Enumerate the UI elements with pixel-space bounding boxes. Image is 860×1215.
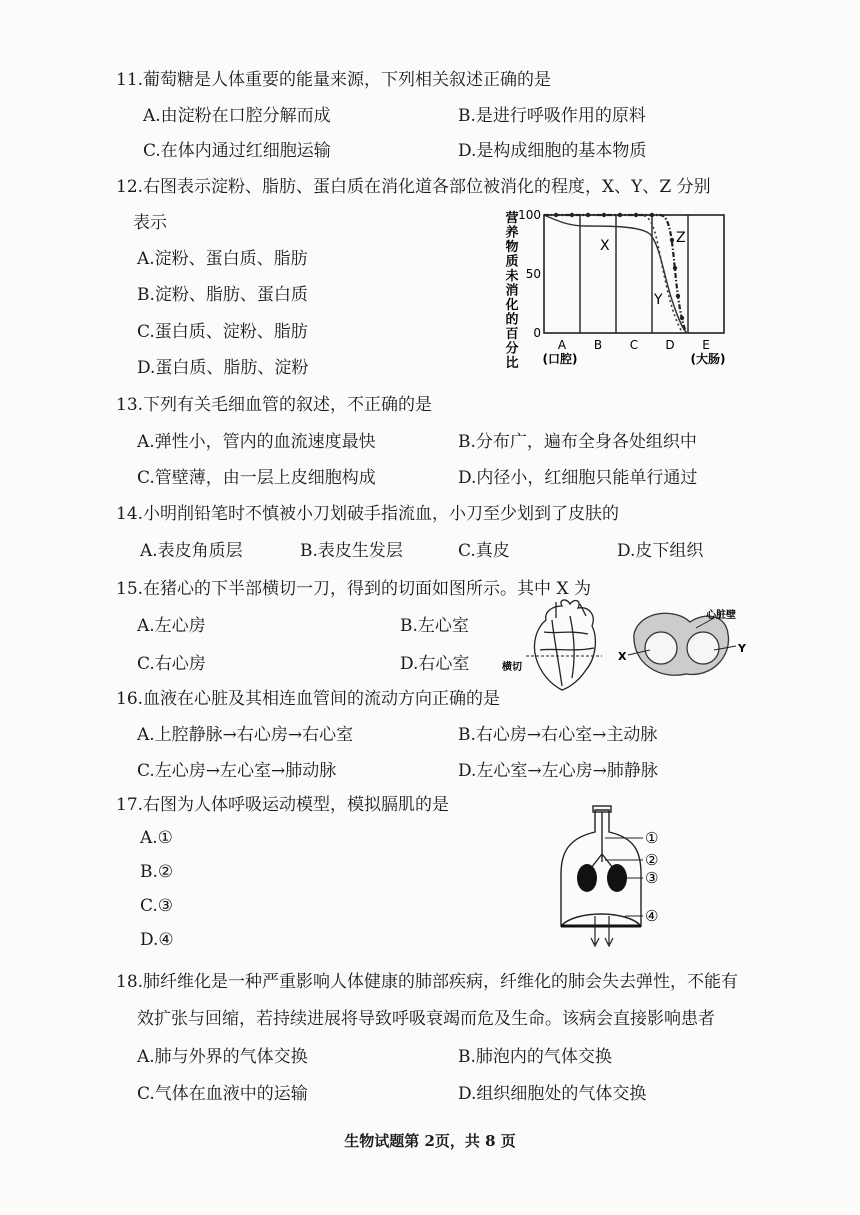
q11-option-d: D.是构成细胞的基本物质 — [458, 141, 647, 161]
x-sub-e: (大肠) — [690, 352, 726, 366]
left-lung-balloon — [577, 864, 597, 892]
q15-option-d: D.右心室 — [400, 654, 470, 674]
q12-option-a: A.淀粉、蛋白质、脂肪 — [137, 249, 308, 269]
q16-stem: 16.血液在心脏及其相连血管间的流动方向正确的是 — [116, 689, 501, 709]
bell-jar — [561, 810, 641, 926]
q15-option-c: C.右心房 — [137, 654, 206, 674]
x-tick-d: D — [665, 338, 675, 352]
q12-option-c: C.蛋白质、淀粉、脂肪 — [137, 322, 308, 342]
curve-y — [544, 215, 682, 332]
digestion-chart-ylabel — [504, 210, 518, 371]
q14-option-a: A.表皮角质层 — [140, 541, 243, 561]
q17-option-a: A.① — [140, 828, 173, 848]
digestion-chart-ylabel-text: 营养物质未消化的百分比 — [505, 211, 519, 371]
q14-option-b: B.表皮生发层 — [300, 541, 403, 561]
q17-option-d: D.④ — [140, 930, 174, 950]
q15-stem: 15.在猪心的下半部横切一刀，得到的切面如图所示。其中 X 为 — [116, 579, 591, 599]
y-label: Y — [738, 642, 746, 655]
x-sub-a: (口腔) — [542, 352, 578, 366]
chamber-x — [645, 632, 677, 664]
heart-figure — [500, 598, 750, 694]
q16-option-a: A.上腔静脉→右心房→右心室 — [137, 725, 354, 745]
q13-option-a: A.弹性小，管内的血流速度最快 — [137, 432, 376, 452]
breathing-model — [545, 804, 675, 954]
q12-option-d: D.蛋白质、脂肪、淀粉 — [137, 358, 309, 378]
label-y: Y — [654, 292, 663, 308]
chamber-y — [687, 632, 719, 664]
q16-option-d: D.左心室→左心房→肺静脉 — [458, 761, 658, 781]
page-footer: 生物试题第 2页，共 8 页 — [344, 1132, 516, 1150]
x-tick-a: A — [557, 338, 567, 352]
q13-option-c: C.管壁薄，由一层上皮细胞构成 — [137, 468, 376, 488]
y-tick-50: 50 — [525, 267, 541, 281]
q12-stem-line2: 表示 — [133, 213, 167, 233]
label-x: X — [600, 238, 610, 254]
y-tick-100: 100 — [518, 208, 541, 222]
q17-stem: 17.右图为人体呼吸运动模型，模拟膈肌的是 — [116, 795, 450, 815]
q15-option-a: A.左心房 — [137, 616, 206, 636]
cut-label: 横切 — [502, 662, 522, 673]
q18-stem-line2: 效扩张与回缩，若持续进展将导致呼吸衰竭而危及生命。该病会直接影响患者 — [137, 1009, 715, 1029]
pull-arrows — [591, 916, 613, 946]
q12-stem-line1: 12.右图表示淀粉、脂肪、蛋白质在消化道各部位被消化的程度，X、Y、Z 分别 — [116, 177, 711, 197]
q18-stem-line1: 18.肺纤维化是一种严重影响人体健康的肺部疾病，纤维化的肺会失去弹性，不能有 — [116, 972, 739, 992]
q18-option-b: B.肺泡内的气体交换 — [458, 1047, 612, 1067]
q15-option-b: B.左心室 — [400, 616, 469, 636]
q14-option-d: D.皮下组织 — [617, 541, 704, 561]
q14-option-c: C.真皮 — [458, 541, 510, 561]
q17-option-b: B.② — [140, 862, 174, 882]
q11-option-b: B.是进行呼吸作用的原料 — [458, 106, 646, 126]
q17-option-c: C.③ — [140, 896, 174, 916]
label-z: Z — [676, 230, 686, 246]
y-tick-0: 0 — [533, 326, 541, 340]
wall-label: 心脏壁 — [706, 610, 736, 621]
q18-option-c: C.气体在血液中的运输 — [137, 1084, 308, 1104]
q11-option-a: A.由淀粉在口腔分解而成 — [143, 106, 331, 126]
curve-z-markers — [554, 213, 684, 320]
q18-option-d: D.组织细胞处的气体交换 — [458, 1084, 647, 1104]
curve-x — [544, 215, 686, 332]
q13-stem: 13.下列有关毛细血管的叙述，不正确的是 — [116, 395, 433, 415]
q11-option-c: C.在体内通过红细胞运输 — [143, 141, 331, 161]
q18-option-a: A.肺与外界的气体交换 — [137, 1047, 308, 1067]
q16-option-b: B.右心房→右心室→主动脉 — [458, 725, 658, 745]
digestion-chart — [500, 200, 740, 372]
heart-drawing — [534, 600, 595, 690]
q13-option-d: D.内径小，红细胞只能单行通过 — [458, 468, 698, 488]
label-1: ① — [645, 829, 659, 847]
label-3: ③ — [645, 869, 659, 887]
x-label: X — [618, 650, 627, 663]
q14-stem: 14.小明削铅笔时不慎被小刀划破手指流血，小刀至少划到了皮肤的 — [116, 504, 620, 524]
x-tick-b: B — [593, 338, 603, 352]
stopper — [593, 806, 611, 812]
q16-option-c: C.左心房→左心室→肺动脉 — [137, 761, 337, 781]
label-4: ④ — [645, 907, 659, 925]
right-lung-balloon — [607, 864, 627, 892]
q12-option-b: B.淀粉、脂肪、蛋白质 — [137, 285, 308, 305]
q13-option-b: B.分布广，遍布全身各处组织中 — [458, 432, 697, 452]
q11-stem: 11.葡萄糖是人体重要的能量来源，下列相关叙述正确的是 — [116, 70, 552, 90]
x-tick-e: E — [702, 338, 710, 352]
label-2: ② — [645, 851, 659, 869]
x-tick-c: C — [629, 338, 639, 352]
